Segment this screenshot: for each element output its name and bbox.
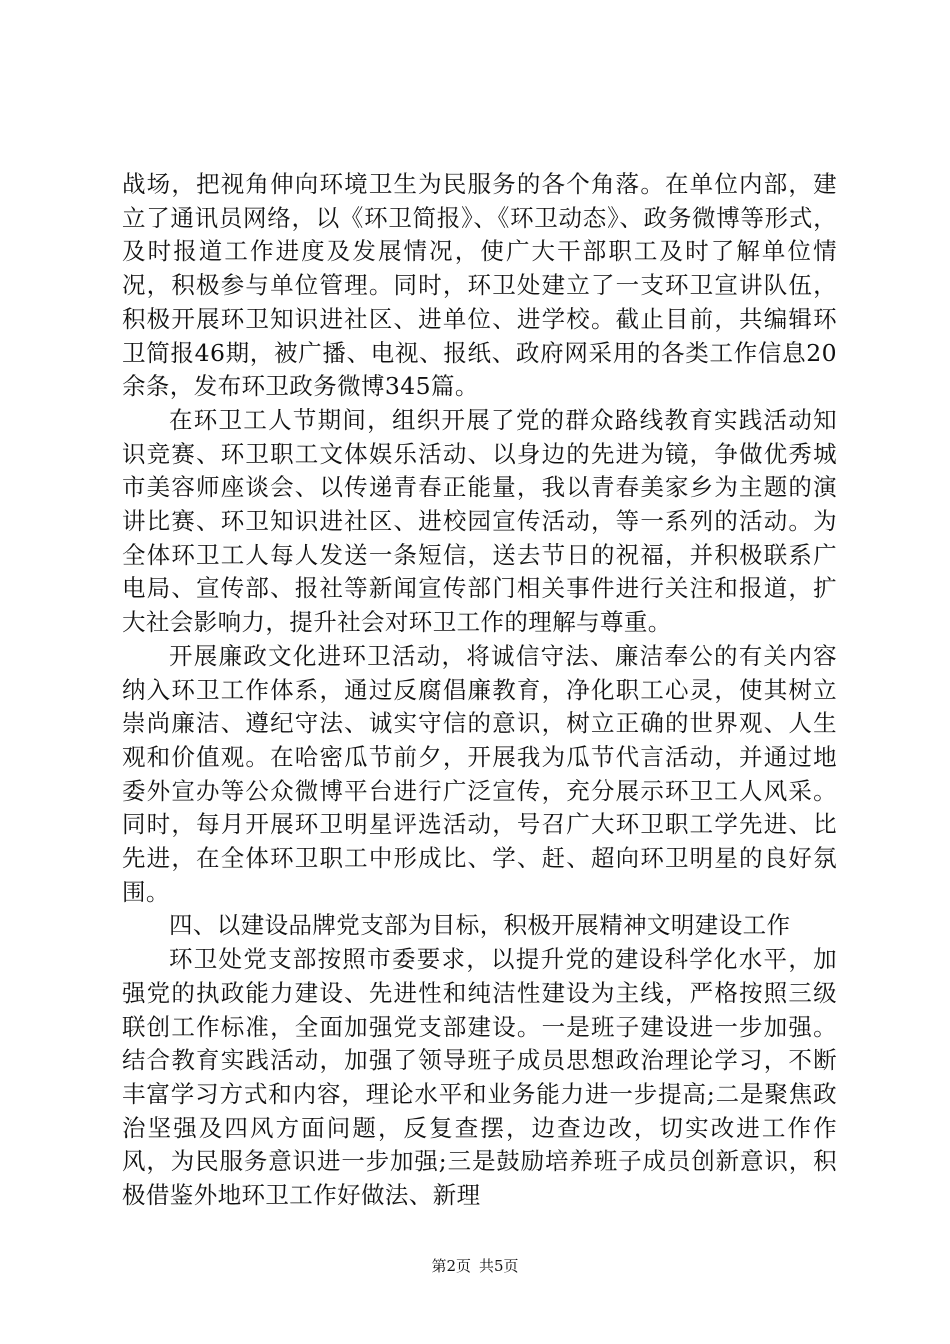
paragraph-2: 在环卫工人节期间，组织开展了党的群众路线教育实践活动知识竞赛、环卫职工文体娱乐活动、以身边的先进为镜，争做优秀城市美容师座谈会、以传递青春正能量，我以青春美家乡为主题的演讲比赛、环卫知识进社区、进校园宣传活动，等一系列的活动。为全体环卫工人每人发送一条短信，送去节日的祝福，并积极联系广电局、宣传部、报社等新闻宣传部门相关事件进行关注和报道，扩大社会影响力，提升社会对环卫工作的理解与尊重。 — [122, 405, 837, 637]
page-number: 第2页 — [431, 1257, 471, 1275]
page-footer — [0, 1256, 950, 1276]
paragraph-4: 环卫处党支部按照市委要求，以提升党的建设科学化水平，加强党的执政能力建设、先进性和纯洁性建设为主线，严格按照三级联创工作标准，全面加强党支部建设。一是班子建设进一步加强。结合教育实践活动，加强了领导班子成员思想政治理论学习，不断丰富学习方式和内容，理论水平和业务能力进一步提高;二是聚焦政治坚强及四风方面问题，反复查摆，边查边改，切实改进工作作风，为民服务意识进一步加强;三是鼓励培养班子成员创新意识，积极借鉴外地环卫工作好做法、新理 — [122, 945, 837, 1210]
paragraph-1: 战场，把视角伸向环境卫生为民服务的各个角落。在单位内部，建立了通讯员网络，以《环卫简报》、《环卫动态》、政务微博等形式，及时报道工作进度及发展情况，使广大干部职工及时了解单位情况，积极参与单位管理。同时，环卫处建立了一支环卫宣讲队伍，积极开展环卫知识进社区、进单位、进学校。截止目前，共编辑环卫简报46期，被广播、电视、报纸、政府网采用的各类工作信息20余条，发布环卫政务微博345篇。 — [122, 170, 837, 401]
section-heading: 四、以建设品牌党支部为目标，积极开展精神文明建设工作 — [169, 911, 791, 940]
document-body — [122, 168, 837, 1213]
page-total: 共5页 — [479, 1257, 519, 1275]
paragraph-3: 开展廉政文化进环卫活动，将诚信守法、廉洁奉公的有关内容纳入环卫工作体系，通过反腐倡廉教育，净化职工心灵，使其树立崇尚廉洁、遵纪守法、诚实守信的意识，树立正确的世界观、人生观和价值观。在哈密瓜节前夕，开展我为瓜节代言活动，并通过地委外宣办等公众微博平台进行广泛宣传，充分展示环卫工人风采。同时，每月开展环卫明星评选活动，号召广大环卫职工学先进、比先进，在全体环卫职工中形成比、学、赶、超向环卫明星的良好氛围。 — [122, 641, 837, 906]
